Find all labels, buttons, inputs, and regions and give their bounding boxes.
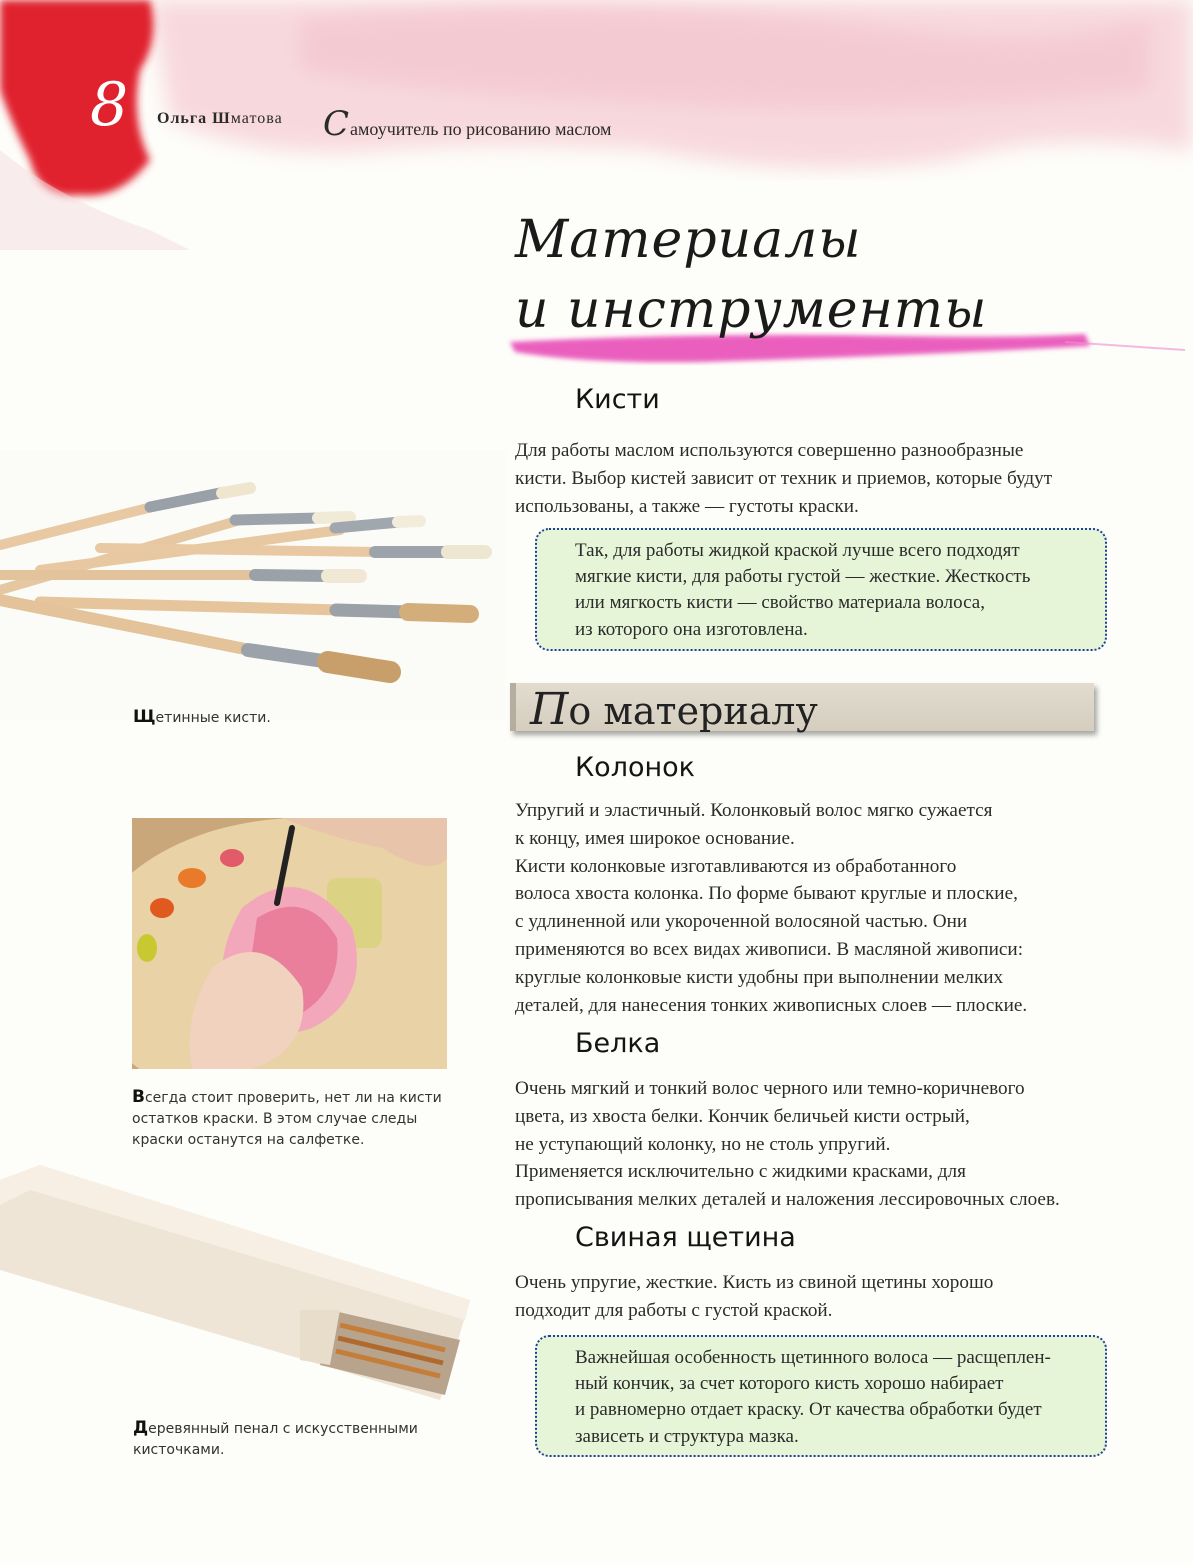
text-line: использованы, а также — густоты краски. xyxy=(515,495,859,517)
banner-title xyxy=(530,684,818,735)
note-line: из которого она изготовлена. xyxy=(575,618,808,640)
note-line: мягкие кисти, для работы густой — жесткие. Жесткость xyxy=(575,566,1031,588)
note-line: зависеть и структура мазка. xyxy=(575,1425,799,1447)
caption-brushes-text: етинные кисти. xyxy=(155,710,271,726)
paragraph-kolonok xyxy=(515,797,1115,1019)
caption-line: кисточками. xyxy=(133,1442,225,1458)
caption-line: сегда стоит проверить, нет ли на кисти xyxy=(144,1090,442,1106)
text-line: круглые колонковые кисти удобны при выполнении мелких xyxy=(515,966,1004,988)
text-line: Применяется исключительно с жидкими красками, для xyxy=(515,1161,966,1183)
banner-text: о материалу xyxy=(568,689,818,733)
text-line: цвета, из хвоста белки. Кончик беличьей кисти острый, xyxy=(515,1105,970,1127)
caption-case xyxy=(133,1418,418,1461)
caption-line: остатков краски. В этом случае следы xyxy=(132,1111,418,1127)
book-title-rest: амоучитель по рисованию маслом xyxy=(350,119,612,139)
author-last-initial: Ш xyxy=(212,110,231,127)
caption-brushes xyxy=(133,707,271,729)
paragraph-brushes xyxy=(515,437,1115,520)
caption-case-initial: Д xyxy=(133,1418,149,1438)
note-line: или мягкость кисти — свойство материала волоса, xyxy=(575,592,985,614)
page-number: 8 xyxy=(90,70,129,140)
book-title-initial: С xyxy=(323,104,350,144)
bristle-brushes-photo xyxy=(0,450,505,720)
heading-belka: Белка xyxy=(575,1028,661,1059)
text-line: с удлиненной или укороченной волосяной частью. Они xyxy=(515,911,968,933)
heading-brushes: Кисти xyxy=(575,384,660,415)
palette-napkin-photo xyxy=(132,818,447,1069)
author-first-name: Ольга xyxy=(157,110,208,127)
text-line: Очень упругие, жесткие. Кисть из свиной щетины хорошо xyxy=(515,1272,994,1293)
caption-line: еревянный пенал с искусственными xyxy=(148,1421,418,1437)
heading-pig-bristle: Свиная щетина xyxy=(575,1222,796,1253)
wooden-brush-case-photo xyxy=(0,1160,505,1410)
caption-brushes-initial: Щ xyxy=(133,707,156,727)
text-line: прописывания мелких деталей и наложения лессировочных слоев. xyxy=(515,1189,1060,1211)
paragraph-belka xyxy=(515,1075,1115,1214)
caption-line: краски останутся на салфетке. xyxy=(132,1132,365,1148)
text-line: кисти. Выбор кистей зависит от техник и приемов, которые будут xyxy=(515,467,1053,489)
author-name xyxy=(157,110,283,128)
text-line: деталей, для нанесения тонких живописных слоев — плоские. xyxy=(515,994,1028,1016)
caption-napkin-initial: В xyxy=(132,1087,145,1107)
text-line: Очень мягкий и тонкий волос черного или темно-коричневого xyxy=(515,1078,1025,1099)
caption-napkin xyxy=(132,1087,442,1151)
text-line: подходит для работы с густой краской. xyxy=(515,1299,833,1321)
heading-kolonok: Колонок xyxy=(575,752,695,783)
text-line: Упругий и эластичный. Колонковый волос мягко сужается xyxy=(515,800,993,821)
text-line: к концу, имея широкое основание. xyxy=(515,827,795,849)
note-line: Важнейшая особенность щетинного волоса — расщеплен- xyxy=(575,1347,1051,1368)
text-line: не уступающий колонку, но не столь упругий. xyxy=(515,1133,891,1155)
note-box-split-tip xyxy=(535,1335,1107,1457)
text-line: Кисти колонковые изготавливаются из обработанного xyxy=(515,855,957,877)
title-line-2: и инструменты xyxy=(515,280,988,340)
paragraph-pig-bristle xyxy=(515,1269,1115,1325)
text-line: волоса хвоста колонка. По форме бывают круглые и плоские, xyxy=(515,883,1018,905)
book-title xyxy=(323,104,611,144)
author-last-rest: матова xyxy=(230,110,283,127)
page-title xyxy=(515,205,987,345)
note-line: и равномерно отдает краску. От качества обработки будет xyxy=(575,1399,1042,1421)
text-line: применяются во всех видах живописи. В масляной живописи: xyxy=(515,938,1024,960)
title-line-1: Материалы xyxy=(515,210,862,270)
text-line: Для работы маслом используются совершенно разнообразные xyxy=(515,440,1024,461)
note-line: ный кончик, за счет которого кисть хорошо набирает xyxy=(575,1373,1004,1395)
banner-initial: П xyxy=(530,684,569,735)
note-box-brush-softness xyxy=(535,528,1107,651)
note-line: Так, для работы жидкой краской лучше всего подходят xyxy=(575,540,1020,561)
